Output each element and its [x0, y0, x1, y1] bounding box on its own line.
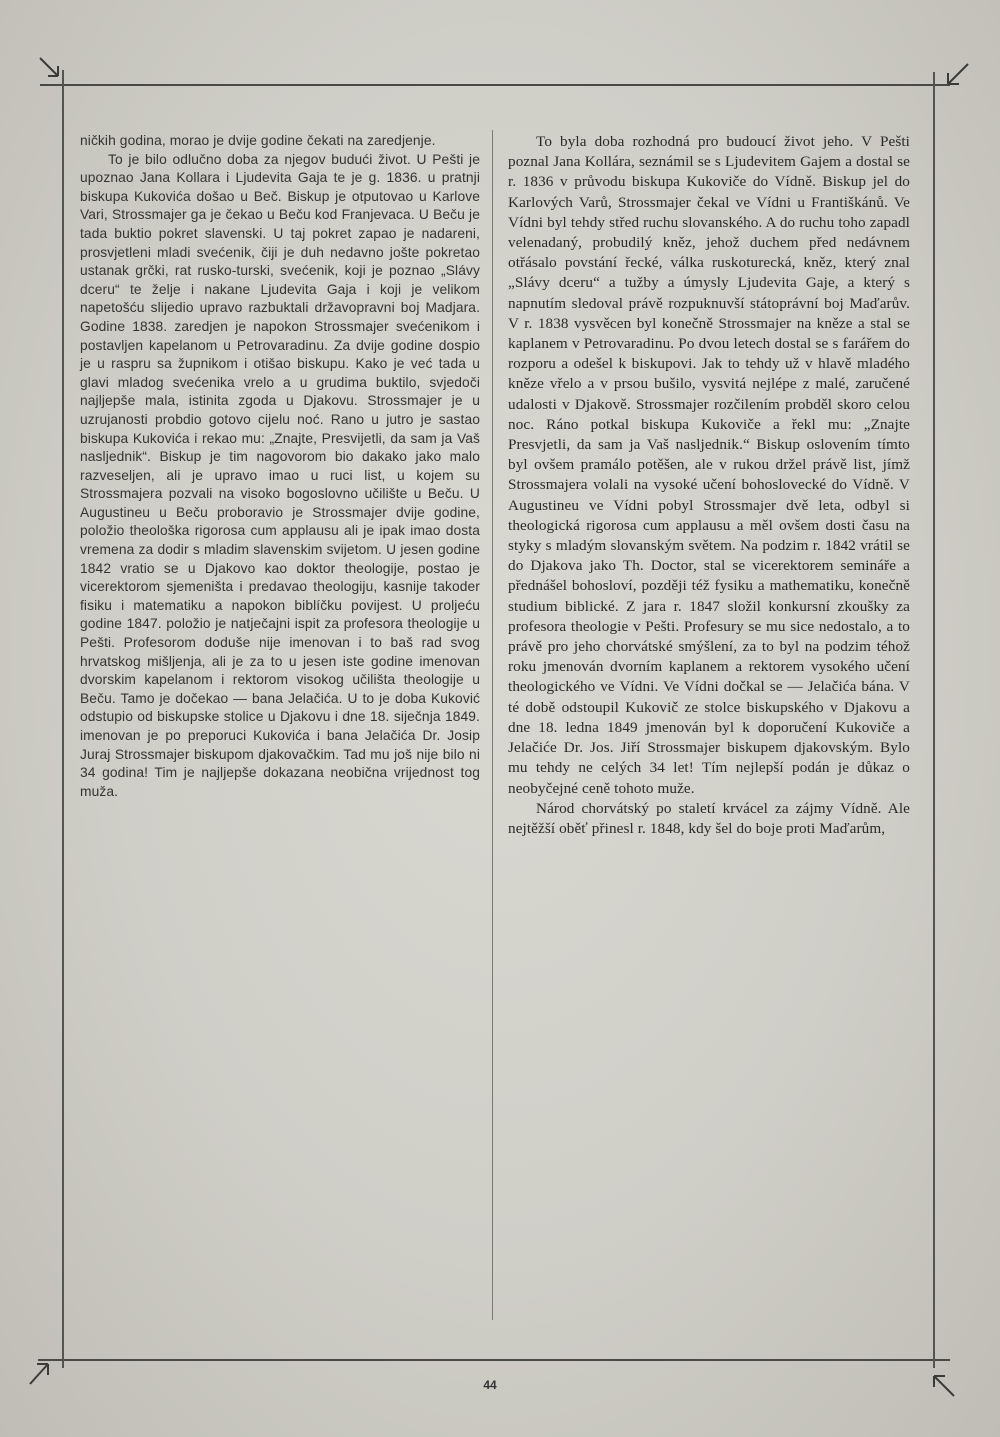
left-paragraph-2: To je bilo odlučno doba za njegov budući život. U Pešti je upoznao Jana Kollara i Ljudevita Gaja te je g. 1836. u pratnji biskupa Kukovića došao u Beč. Biskup je otputovao u Karlove Vari, Strossmajer ga je čekao u Beču kod Franjevaca. U Beču je tada buktio pokret slavenski. U taj pokret zapao je nadareni, prosvjetleni mladi svećenik, čiji je duh nedavno jošte pokretao ustanak grčki, rat rusko-turski, svećenik, koji je poznao „Slávy dceru“ te želje i nakane Ljudevita Gaja i koji je velikom napetošću slijedio upravo razbuktali državopravni boj Madjara. Godine 1838. zaredjen je napokon Strossmajer svećenikom i postavljen kapelanom u Petrovaradinu. Za dvije godine dospio je u raspru sa župnikom i otišao biskupu. Kako je već tada u glavi mladog svećenika vrelo a u grudima buktilo, svjedoči najljepše mala, istinita zgoda u Djakovu. Strossmajer je u uzrujanosti probdio gotovo cijelu noć. Rano u jutro je sastao biskupa Kukovića i rekao mu: „Znajte, Presvijetli, da sam ja Vaš nasljednik“. Biskup je tim nagovorom bio dakako jako malo razveseljen, ali je upravo imao u ruci list, u kojem su Strossmajera pozvali na visoko bogoslovno učilište u Beču. U Augustineu u Beču proboravio je Strossmajer dvije godine, položio theološka rigorosa cum applausu ali je ipak imao dosta vremena za dodir s mladim slavenskim svijetom. U jesen godine 1842 vratio se u Djakovo kao doktor theologije, postao je vicerektorom sjemeništa i predavao theologiju, kasnije takoder fisiku i matematiku a napokon biblíčku povijest. U proljeću godine 1847. položio je natječajni ispit za profesora theologije u Pešti. Profesorom doduše nije imenovan i to baš rad svog hrvatskog mišljenja, ali je za to u jesen iste godine imenovan dvorskim kapelanom i rektorom visokog učilišta theologije u Beču. Tamo je dočekao — bana Jelačića. U to je doba Kuković odstupio od biskupske stolice u Djakovu i dne 18. siječnja 1849. imenovan je po preporuci Kukovića i bana Jelačića Dr. Josip Juraj Strossmajer biskupom djakovačkim. Tad mu još nije bilo ni 34 godina! Tim je najljepše dokazana neobična vrijednost tog muža. [80, 151, 480, 799]
right-paragraph-2: Národ chorvátský po staletí krvácel za zájmy Vídně. Ale nejtěžší oběť přinesl r. 1848, kdy šel do boje proti Maďarům, [508, 799, 910, 837]
corner-ornament-bottom-right-icon [930, 1372, 960, 1402]
right-paragraph-1: To byla doba rozhodná pro budoucí život jeho. V Pešti poznal Jana Kollára, seznámil se s Ljudevitem Gajem a dostal se r. 1836 v průvodu biskupa Kukoviče do Vídně. Biskup jel do Karlových Varů, Strossmajer čekal ve Vídni u Františkánů. Ve Vídni byl tehdy střed ruchu slovanského. A do ruchu toho zapadl velenadaný, probudilý kněz, jehož duchem před nedávnem otřásalo povstání řecké, válka ruskoturecká, kněz, který znal „Slávy dceru“ a tužby a úmysly Ljudevita Gaje, a který s napnutím sledoval právě rozpuknuvší státoprávní boj Maďarův. V r. 1838 vysvěcen byl konečně Strossmajer na kněze a stal se kaplanem v Petrovaradinu. Po dvou letech dostal se s farářem do rozporu a odešel k biskupovi. Jak to tehdy už v hlavě mladého kněze vřelo a v prsou bušilo, vysvitá nejlépe z malé, zaručené udalosti v Djakově. Strossmajer rozčilením probděl skoro celou noc. Ráno potkal biskupa Kukoviče a řekl mu: „Znajte Presvjetli, da sam ja Vaš nasljednik.“ Biskup oslovením tímto byl ovšem pramálo potěšen, ale v rukou držel právě list, jímž Strossmajera volali na vysoké učení bohoslovecké do Vídně. V Augustineu ve Vídni pobyl Strossmajer dvě leta, odbyl si theologická rigorosa cum applausu a měl ovšem dosti času na styky s mladým slovanským světem. Na podzim r. 1842 vrátil se do Djakova jako Th. Doctor, stal se vicerektorem semináře a přednášel bohosloví, později též fysiku a mathematiku, konečně studium biblické. Z jara r. 1847 složil konkursní zkoušky za profesora theologie v Pešti. Profesury se mu sice nedostalo, a to právě pro jeho chorvátské smýšlení, za to byl na podzim téhož roku jmenován dvorním kaplanem a rektorem vysokého učení theologického ve Vídni. Ve Vídni dočkal se — Jelačića bána. V té době odstoupil Kukovič ze stolce biskupského v Djakovu a dne 18. ledna 1849 jmenován byl k doporučení Kukoviče a Jelačiće Dr. Jos. Jiří Strossmajer biskupem djakovským. Bylo mu tehdy ne celých 34 let! Tím nejlepší podán je důkaz o neobyčejné ceně tohoto muže. [508, 133, 910, 797]
left-paragraph-1: ničkih godina, morao je dvije godine čekati na zaredjenje. [80, 133, 436, 148]
corner-ornament-top-left-icon [34, 52, 64, 82]
left-column-croatian-text [80, 132, 480, 801]
frame-top-border [40, 84, 950, 86]
corner-ornament-bottom-left-icon [24, 1358, 54, 1388]
column-divider [492, 130, 493, 1320]
page-number: 44 [483, 1378, 497, 1392]
right-column-czech-text [508, 132, 910, 839]
frame-left-border [62, 70, 64, 1368]
corner-ornament-top-right-icon [942, 58, 972, 88]
frame-right-border [933, 72, 935, 1368]
frame-bottom-border [38, 1359, 950, 1361]
